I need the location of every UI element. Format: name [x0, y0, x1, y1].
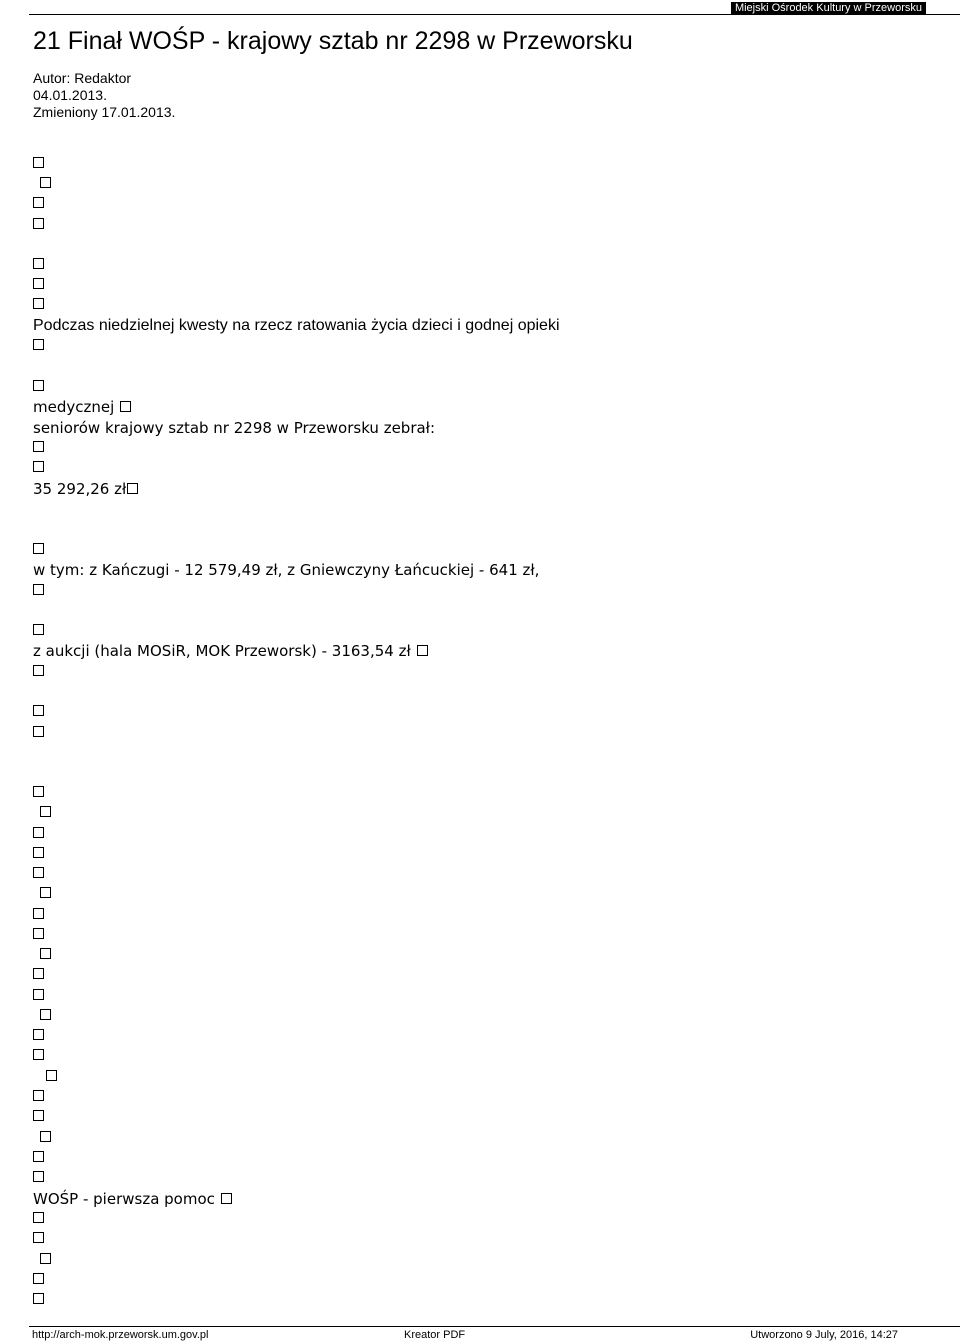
- footer-created: Utworzono 9 July, 2016, 14:27: [750, 1329, 898, 1341]
- article-modified: Zmieniony 17.01.2013.: [33, 104, 176, 120]
- missing-glyph-box: [221, 1193, 232, 1204]
- missing-glyph-box: [33, 1293, 44, 1304]
- missing-glyph-box: [33, 705, 44, 716]
- missing-glyph-box: [33, 218, 44, 229]
- article-date: 04.01.2013.: [33, 87, 107, 103]
- missing-glyph-box: [40, 887, 51, 898]
- missing-glyph-box: [120, 401, 131, 412]
- article-title: 21 Finał WOŚP - krajowy sztab nr 2298 w Przeworsku: [33, 27, 633, 55]
- missing-glyph-box: [33, 786, 44, 797]
- missing-glyph-box: [33, 461, 44, 472]
- missing-glyph-box: [33, 258, 44, 269]
- missing-glyph-box: [33, 1049, 44, 1060]
- missing-glyph-box: [33, 908, 44, 919]
- missing-glyph-box: [33, 1212, 44, 1223]
- missing-glyph-box: [33, 1090, 44, 1101]
- missing-glyph-box: [33, 1232, 44, 1243]
- header-rule: [29, 14, 960, 15]
- missing-glyph-box: [33, 1273, 44, 1284]
- missing-glyph-box: [33, 278, 44, 289]
- missing-glyph-box: [33, 989, 44, 1000]
- organization-name: Miejski Ośrodek Kultury w Przeworsku: [731, 2, 926, 14]
- missing-glyph-box: [40, 177, 51, 188]
- article-author: Autor: Redaktor: [33, 70, 132, 86]
- missing-glyph-box: [40, 948, 51, 959]
- page-footer: [29, 1326, 960, 1342]
- missing-glyph-box: [33, 665, 44, 676]
- missing-glyph-box: [33, 339, 44, 350]
- missing-glyph-box: [33, 928, 44, 939]
- body-line-4: w tym: z Kańczugi - 12 579,49 zł, z Gniewczyny Łańcuckiej - 641 zł,: [33, 561, 540, 579]
- missing-glyph-box: [127, 483, 138, 494]
- body-line-1: Podczas niedzielnej kwesty na rzecz ratowania życia dzieci i godnej opieki: [33, 317, 560, 334]
- footer-generator: Kreator PDF: [404, 1329, 466, 1341]
- missing-glyph-box: [46, 1070, 57, 1081]
- body-line-3: seniorów krajowy sztab nr 2298 w Przeworsku zebrał:: [33, 419, 435, 437]
- missing-glyph-box: [33, 197, 44, 208]
- missing-glyph-box: [33, 380, 44, 391]
- missing-glyph-box: [33, 584, 44, 595]
- footer-url[interactable]: http://arch-mok.przeworsk.um.gov.pl: [32, 1329, 209, 1341]
- missing-glyph-box: [33, 867, 44, 878]
- missing-glyph-box: [33, 827, 44, 838]
- missing-glyph-box: [40, 806, 51, 817]
- missing-glyph-box: [33, 543, 44, 554]
- missing-glyph-box: [33, 726, 44, 737]
- total-amount: 35 292,26 zł: [33, 480, 138, 498]
- body-line-6: WOŚP - pierwsza pomoc: [33, 1190, 232, 1208]
- missing-glyph-box: [33, 968, 44, 979]
- missing-glyph-box: [33, 1171, 44, 1182]
- missing-glyph-box: [40, 1253, 51, 1264]
- missing-glyph-box: [33, 1110, 44, 1121]
- missing-glyph-box: [33, 847, 44, 858]
- page-header: [0, 0, 960, 15]
- missing-glyph-box: [417, 645, 428, 656]
- missing-glyph-box: [33, 624, 44, 635]
- missing-glyph-box: [33, 441, 44, 452]
- missing-glyph-box: [33, 157, 44, 168]
- body-line-5: z aukcji (hala MOSiR, MOK Przeworsk) - 3163,54 zł: [33, 642, 428, 660]
- missing-glyph-box: [40, 1131, 51, 1142]
- missing-glyph-box: [33, 1151, 44, 1162]
- body-line-2: medycznej: [33, 398, 131, 416]
- missing-glyph-box: [33, 298, 44, 309]
- missing-glyph-box: [33, 1029, 44, 1040]
- missing-glyph-box: [40, 1009, 51, 1020]
